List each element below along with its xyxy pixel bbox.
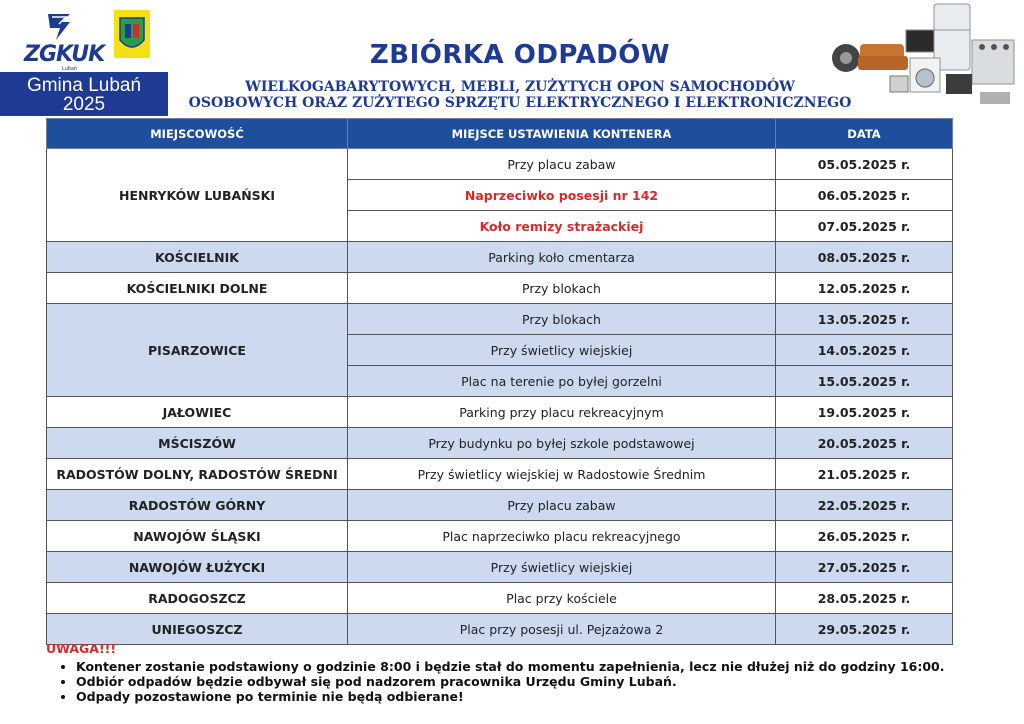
location-cell: PISARZOWICE — [47, 304, 348, 397]
date-cell: 28.05.2025 r. — [776, 583, 953, 614]
page-title: ZBIÓRKA ODPADÓW — [369, 40, 671, 70]
table-row — [47, 521, 953, 552]
zgkuk-logo-text: ZGKUK — [24, 42, 105, 67]
date-cell: 19.05.2025 r. — [776, 397, 953, 428]
header-date: DATA — [776, 119, 953, 149]
date-cell: 26.05.2025 r. — [776, 521, 953, 552]
place-cell: Przy placu zabaw — [348, 149, 776, 180]
location-cell: JAŁOWIEC — [47, 397, 348, 428]
gmina-year: 2025 — [62, 94, 106, 115]
date-cell: 05.05.2025 r. — [776, 149, 953, 180]
date-cell: 14.05.2025 r. — [776, 335, 953, 366]
table-row — [47, 273, 953, 304]
date-cell: 07.05.2025 r. — [776, 211, 953, 242]
date-cell: 12.05.2025 r. — [776, 273, 953, 304]
place-cell: Przy budynku po byłej szkole podstawowej — [348, 428, 776, 459]
table-header-row — [47, 119, 953, 149]
gmina-crest-icon — [114, 10, 150, 58]
notes-label: UWAGA!!! — [46, 641, 117, 656]
location-cell: RADOSTÓW DOLNY, RADOSTÓW ŚREDNI — [47, 459, 348, 490]
table-row — [47, 552, 953, 583]
place-cell: Plac naprzeciwko placu rekreacyjnego — [348, 521, 776, 552]
date-cell: 15.05.2025 r. — [776, 366, 953, 397]
header-place: MIEJSCE USTAWIENIA KONTENERA — [348, 119, 776, 149]
date-cell: 29.05.2025 r. — [776, 614, 953, 645]
location-cell: NAWOJÓW ŚLĄSKI — [47, 521, 348, 552]
place-cell: Przy blokach — [348, 273, 776, 304]
note-item: • Odbiór odpadów będzie odbywał się pod nadzorem pracownika Urzędu Gminy Lubań. — [76, 674, 1006, 689]
date-cell: 22.05.2025 r. — [776, 490, 953, 521]
location-cell: HENRYKÓW LUBAŃSKI — [47, 149, 348, 242]
subtitle-line-2: OSOBOWYCH ORAZ ZUŻYTEGO SPRZĘTU ELEKTRYCZNEGO I ELEKTRONICZNEGO — [188, 95, 852, 111]
logos-group — [18, 8, 168, 74]
place-cell: Parking przy placu rekreacyjnym — [348, 397, 776, 428]
location-cell: KOŚCIELNIK — [47, 242, 348, 273]
place-cell: Plac przy kościele — [348, 583, 776, 614]
table-row — [47, 304, 953, 335]
place-cell: Przy świetlicy wiejskiej — [348, 552, 776, 583]
place-cell: Plac przy posesji ul. Pejzażowa 2 — [348, 614, 776, 645]
date-cell: 08.05.2025 r. — [776, 242, 953, 273]
place-cell: Przy świetlicy wiejskiej w Radostowie Średnim — [348, 459, 776, 490]
place-cell: Parking koło cmentarza — [348, 242, 776, 273]
gmina-name: Gmina Lubań — [26, 75, 142, 96]
location-cell: MŚCISZÓW — [47, 428, 348, 459]
table-row — [47, 149, 953, 180]
location-cell: NAWOJÓW ŁUŻYCKI — [47, 552, 348, 583]
notes-list — [46, 659, 1006, 704]
place-cell: Plac na terenie po byłej gorzelni — [348, 366, 776, 397]
date-cell: 20.05.2025 r. — [776, 428, 953, 459]
table-row — [47, 242, 953, 273]
place-cell: Przy placu zabaw — [348, 490, 776, 521]
table-row — [47, 583, 953, 614]
table-row — [47, 459, 953, 490]
zgkuk-logo-subtext: Lubań — [62, 66, 78, 72]
place-cell: Przy blokach — [348, 304, 776, 335]
date-cell: 21.05.2025 r. — [776, 459, 953, 490]
date-cell: 27.05.2025 r. — [776, 552, 953, 583]
zgkuk-logo-icon — [42, 12, 76, 42]
location-cell: RADOGOSZCZ — [47, 583, 348, 614]
appliances-illustration-icon — [830, 0, 1020, 118]
notes-section — [46, 641, 1006, 704]
page-subtitle — [160, 79, 880, 111]
location-cell: KOŚCIELNIKI DOLNE — [47, 273, 348, 304]
table-row — [47, 614, 953, 645]
note-item: • Odpady pozostawione po terminie nie będą odbierane! — [76, 689, 1006, 704]
place-cell: Koło remizy strażackiej — [348, 211, 776, 242]
table-row — [47, 490, 953, 521]
gmina-banner — [0, 72, 168, 116]
note-item: • Kontener zostanie podstawiony o godzinie 8:00 i będzie stał do momentu zapełnienia, lecz nie dłużej niż do godziny 16:00. — [76, 659, 1006, 674]
date-cell: 06.05.2025 r. — [776, 180, 953, 211]
subtitle-line-1: WIELKOGABARYTOWYCH, MEBLI, ZUŻYTYCH OPON SAMOCHODÓW — [245, 79, 795, 95]
table-row — [47, 428, 953, 459]
place-cell: Naprzeciwko posesji nr 142 — [348, 180, 776, 211]
date-cell: 13.05.2025 r. — [776, 304, 953, 335]
place-cell: Przy świetlicy wiejskiej — [348, 335, 776, 366]
location-cell: UNIEGOSZCZ — [47, 614, 348, 645]
table-row — [47, 397, 953, 428]
header-location: MIEJSCOWOŚĆ — [47, 119, 348, 149]
schedule-table — [46, 118, 953, 645]
location-cell: RADOSTÓW GÓRNY — [47, 490, 348, 521]
